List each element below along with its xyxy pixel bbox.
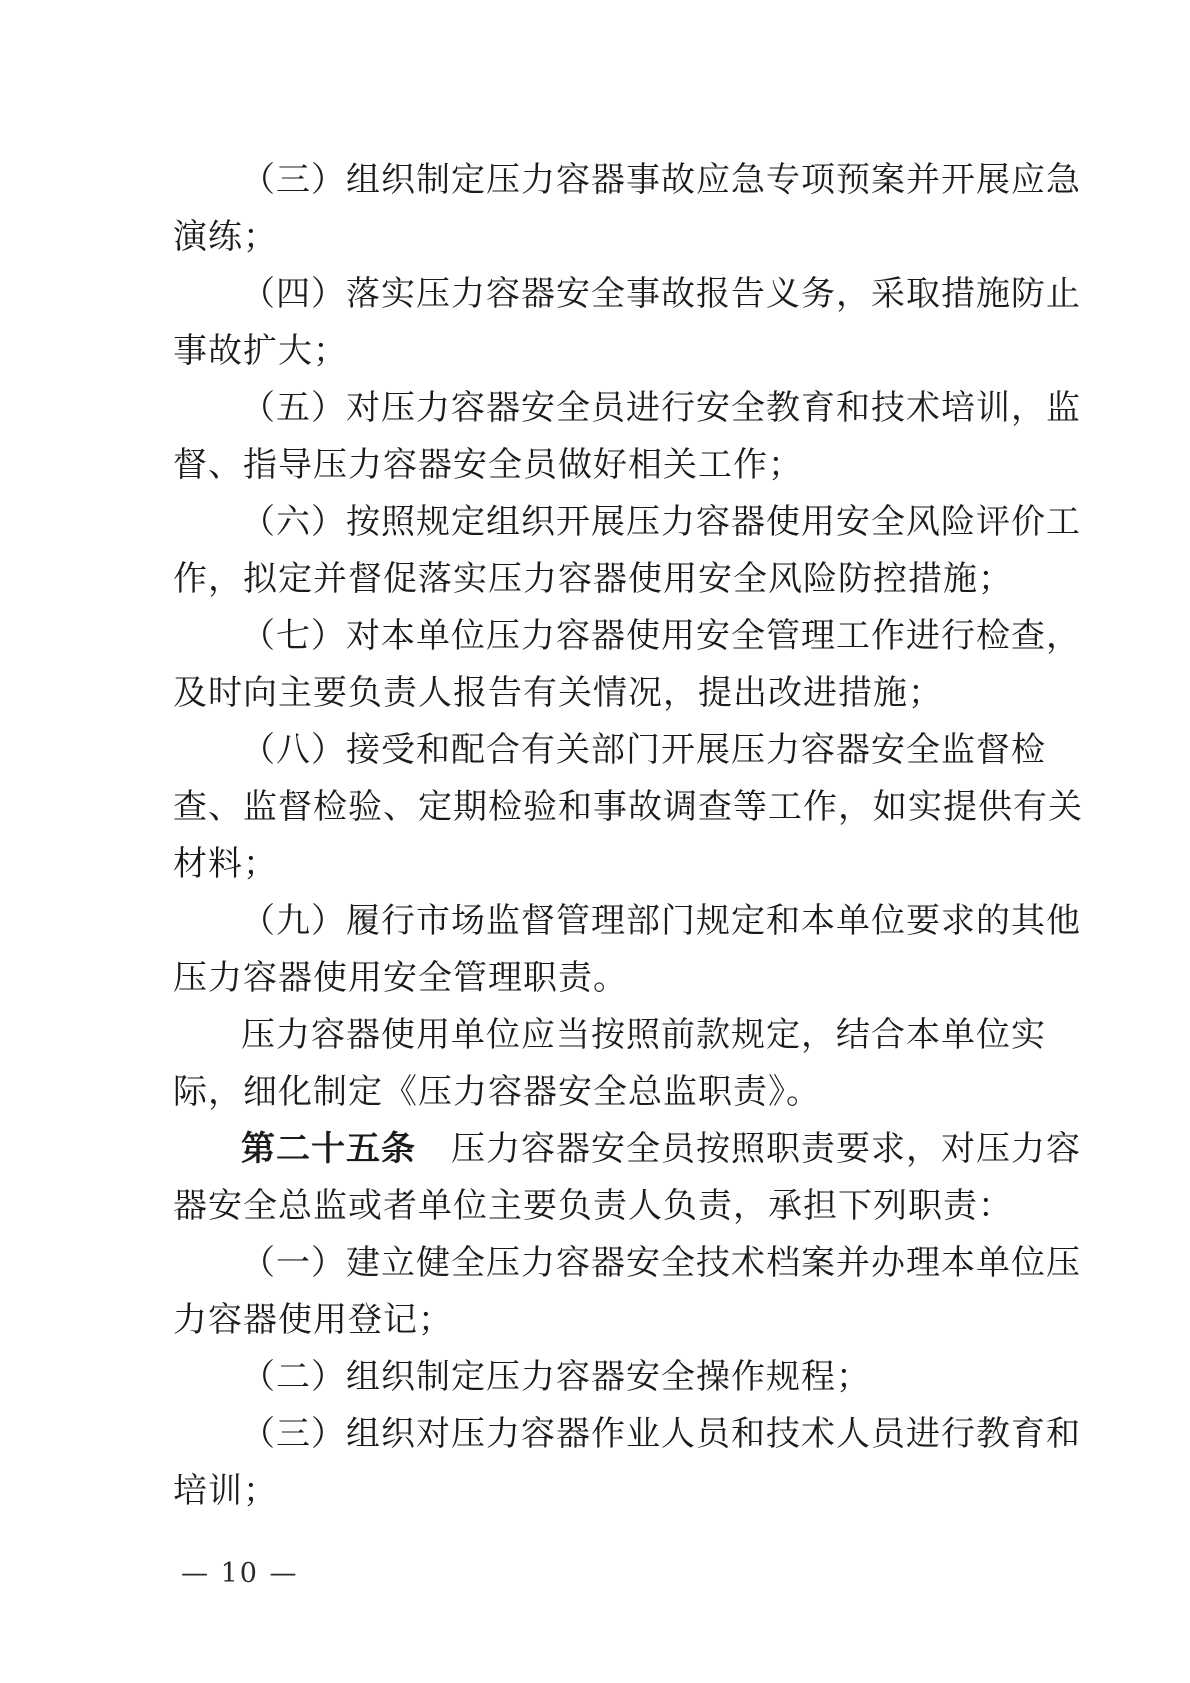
text-line: 事故扩大； — [173, 331, 348, 371]
paragraph — [173, 152, 1081, 266]
text-line: 查、监督检验、定期检验和事故调查等工作，如实提供有关 — [173, 787, 1083, 827]
text-line: （五）对压力容器安全员进行安全教育和技术培训，监 — [241, 388, 1081, 428]
text-line: 及时向主要负责人报告有关情况，提出改进措施； — [173, 673, 943, 713]
text-line: （八）接受和配合有关部门开展压力容器安全监督检 — [241, 730, 1046, 770]
text-line: （七）对本单位压力容器使用安全管理工作进行检查， — [241, 616, 1081, 656]
text-line — [173, 1121, 1081, 1178]
paragraph — [173, 1349, 1050, 1406]
paragraph — [173, 893, 1081, 1007]
paragraph — [173, 266, 1081, 380]
article-number: 第二十五条 — [241, 1129, 416, 1169]
paragraph — [173, 608, 1081, 722]
page-number-footer — [181, 1556, 299, 1592]
text-line: （六）按照规定组织开展压力容器使用安全风险评价工 — [241, 502, 1081, 542]
paragraph — [173, 1235, 1081, 1349]
text-line: 力容器使用登记； — [173, 1300, 453, 1340]
text-line: 作，拟定并督促落实压力容器使用安全风险防控措施； — [173, 559, 1013, 599]
text-line: 器安全总监或者单位主要负责人负责，承担下列职责： — [173, 1186, 1013, 1226]
paragraph — [173, 1121, 1081, 1235]
text-line: 压力容器使用安全管理职责。 — [173, 958, 628, 998]
page-number: — 10 — — [181, 1558, 299, 1589]
paragraph — [173, 1007, 1050, 1121]
paragraph — [173, 494, 1081, 608]
paragraph — [173, 722, 1083, 893]
text-line: 材料； — [173, 844, 278, 884]
text-line: （四）落实压力容器安全事故报告义务，采取措施防止 — [241, 274, 1081, 314]
text-segment: 压力容器安全员按照职责要求，对压力容 — [416, 1129, 1081, 1169]
text-line: （二）组织制定压力容器安全操作规程； — [241, 1357, 871, 1397]
text-line: （一）建立健全压力容器安全技术档案并办理本单位压 — [241, 1243, 1081, 1283]
paragraph — [173, 1406, 1081, 1520]
text-line: 督、指导压力容器安全员做好相关工作； — [173, 445, 803, 485]
paragraph — [173, 380, 1081, 494]
text-line: （三）组织制定压力容器事故应急专项预案并开展应急 — [241, 160, 1081, 200]
text-line: （九）履行市场监督管理部门规定和本单位要求的其他 — [241, 901, 1081, 941]
text-line: 际，细化制定《压力容器安全总监职责》。 — [173, 1072, 821, 1112]
text-line: 压力容器使用单位应当按照前款规定，结合本单位实 — [241, 1015, 1046, 1055]
text-line: 培训； — [173, 1471, 278, 1511]
text-line: （三）组织对压力容器作业人员和技术人员进行教育和 — [241, 1414, 1081, 1454]
text-line: 演练； — [173, 217, 278, 257]
document-body — [173, 152, 1083, 1520]
